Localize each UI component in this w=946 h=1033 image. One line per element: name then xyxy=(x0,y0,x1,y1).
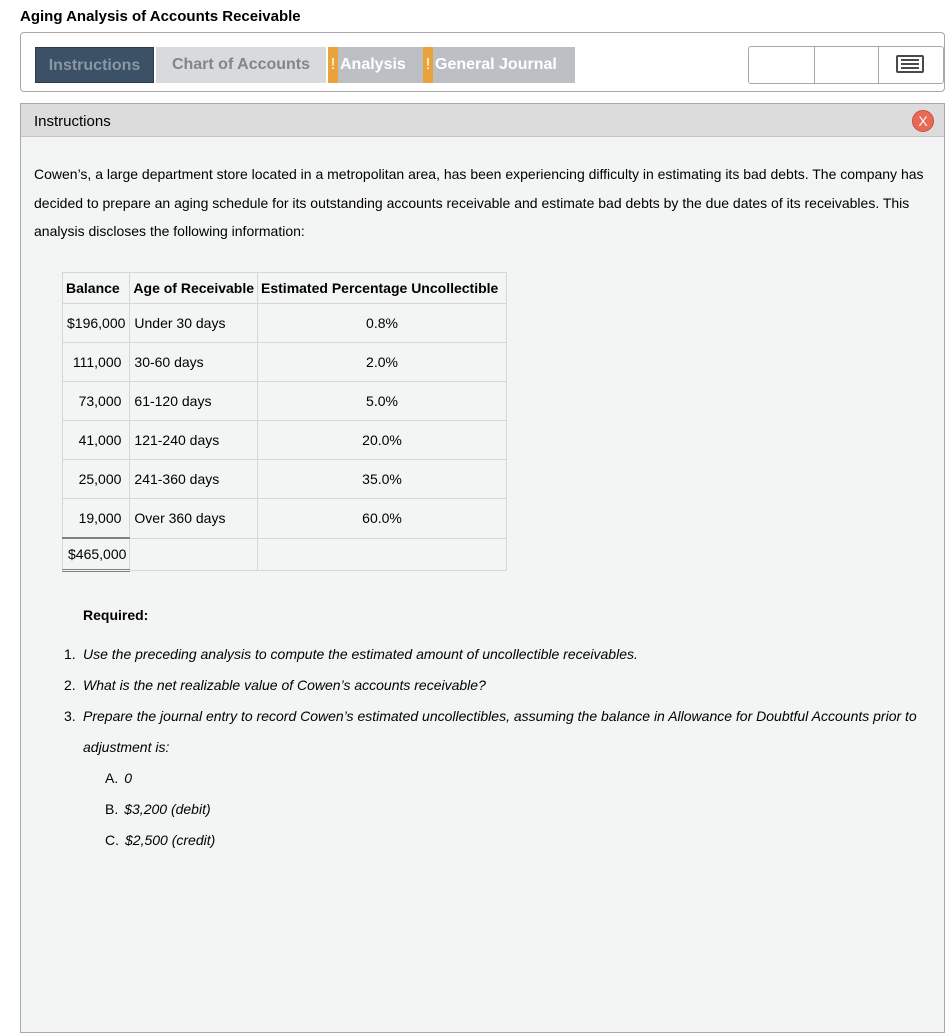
percentage-cell: 35.0% xyxy=(258,460,507,499)
balance-cell: 73,000 xyxy=(63,382,130,421)
toolbar-button-2[interactable] xyxy=(815,47,879,83)
sub-list-item xyxy=(64,763,944,794)
item-number: 3. xyxy=(64,708,76,724)
table-row xyxy=(63,343,507,382)
table-total-row xyxy=(63,538,507,571)
required-list xyxy=(64,639,944,856)
column-header-balance: Balance xyxy=(63,273,130,304)
item-number: 2. xyxy=(64,677,76,693)
tab-chart-of-accounts[interactable] xyxy=(156,47,326,83)
column-header-percentage: Estimated Percentage Uncollectible xyxy=(258,273,507,304)
table-row xyxy=(63,382,507,421)
age-cell: 61-120 days xyxy=(130,382,258,421)
sub-item-text: $3,200 (debit) xyxy=(124,801,211,817)
tab-label: Analysis xyxy=(340,56,406,73)
balance-cell: 19,000 xyxy=(63,499,130,539)
tab-analysis[interactable] xyxy=(328,47,423,83)
tab-label: Chart of Accounts xyxy=(171,56,311,73)
item-text: Use the preceding analysis to compute the estimated amount of uncollectible receivables. xyxy=(83,646,638,662)
age-cell: 121-240 days xyxy=(130,421,258,460)
percentage-cell: 20.0% xyxy=(258,421,507,460)
toolbar-button-1[interactable] xyxy=(749,47,815,83)
table-row xyxy=(63,304,507,343)
age-cell: 241-360 days xyxy=(130,460,258,499)
toolbar-button-group xyxy=(748,46,944,84)
close-button[interactable]: X xyxy=(912,110,934,132)
sub-item-text: $2,500 (credit) xyxy=(125,832,216,848)
menu-icon xyxy=(896,55,924,73)
table-row xyxy=(63,460,507,499)
table-row xyxy=(63,421,507,460)
list-item xyxy=(64,701,944,763)
aging-table xyxy=(62,272,507,572)
warning-icon: ! xyxy=(423,47,433,83)
tab-instructions[interactable] xyxy=(35,47,154,83)
table-header-row xyxy=(63,273,507,304)
percentage-cell: 5.0% xyxy=(258,382,507,421)
sub-item-letter: C. xyxy=(105,832,119,848)
percentage-cell: 2.0% xyxy=(258,343,507,382)
warning-icon: ! xyxy=(328,47,338,83)
empty-cell xyxy=(258,538,507,571)
list-item xyxy=(64,670,944,701)
sub-list-item xyxy=(64,794,944,825)
menu-button[interactable] xyxy=(879,47,943,83)
tab-label: Instructions xyxy=(48,57,141,74)
page-title: Aging Analysis of Accounts Receivable xyxy=(20,8,301,25)
balance-cell: 25,000 xyxy=(63,460,130,499)
instructions-panel xyxy=(20,103,945,1033)
tab-bar xyxy=(20,32,945,92)
age-cell: 30-60 days xyxy=(130,343,258,382)
tab-general-journal[interactable] xyxy=(423,47,575,83)
required-heading: Required: xyxy=(83,607,149,623)
age-cell: Over 360 days xyxy=(130,499,258,539)
percentage-cell: 60.0% xyxy=(258,499,507,539)
age-cell: Under 30 days xyxy=(130,304,258,343)
item-text: Prepare the journal entry to record Cowen’s estimated uncollectibles, assuming the balance in Allowance for Doubtful Accounts prior to adjustment is: xyxy=(83,708,917,755)
list-item xyxy=(64,639,944,670)
percentage-cell: 0.8% xyxy=(258,304,507,343)
empty-cell xyxy=(130,538,258,571)
item-number: 1. xyxy=(64,646,76,662)
sub-item-letter: B. xyxy=(105,801,119,817)
total-balance-cell: $465,000 xyxy=(63,538,130,571)
intro-text: Cowen’s, a large department store located in a metropolitan area, has been experiencing difficulty in estimating its bad debts. The company has decided to prepare an aging schedule for its outstanding accounts receivable and estimate bad debts by the due dates of its receivables. This analysis discloses the following information: xyxy=(34,166,924,239)
balance-cell: 41,000 xyxy=(63,421,130,460)
sub-item-text: 0 xyxy=(124,770,133,786)
panel-header xyxy=(21,104,944,137)
tab-label: General Journal xyxy=(435,56,557,73)
table-row xyxy=(63,499,507,539)
sub-list-item xyxy=(64,825,944,856)
balance-cell: $196,000 xyxy=(63,304,130,343)
panel-title: Instructions xyxy=(34,113,111,130)
column-header-age: Age of Receivable xyxy=(130,273,258,304)
balance-cell: 111,000 xyxy=(63,343,130,382)
sub-item-letter: A. xyxy=(105,770,119,786)
item-text: What is the net realizable value of Cowen’s accounts receivable? xyxy=(83,677,486,693)
